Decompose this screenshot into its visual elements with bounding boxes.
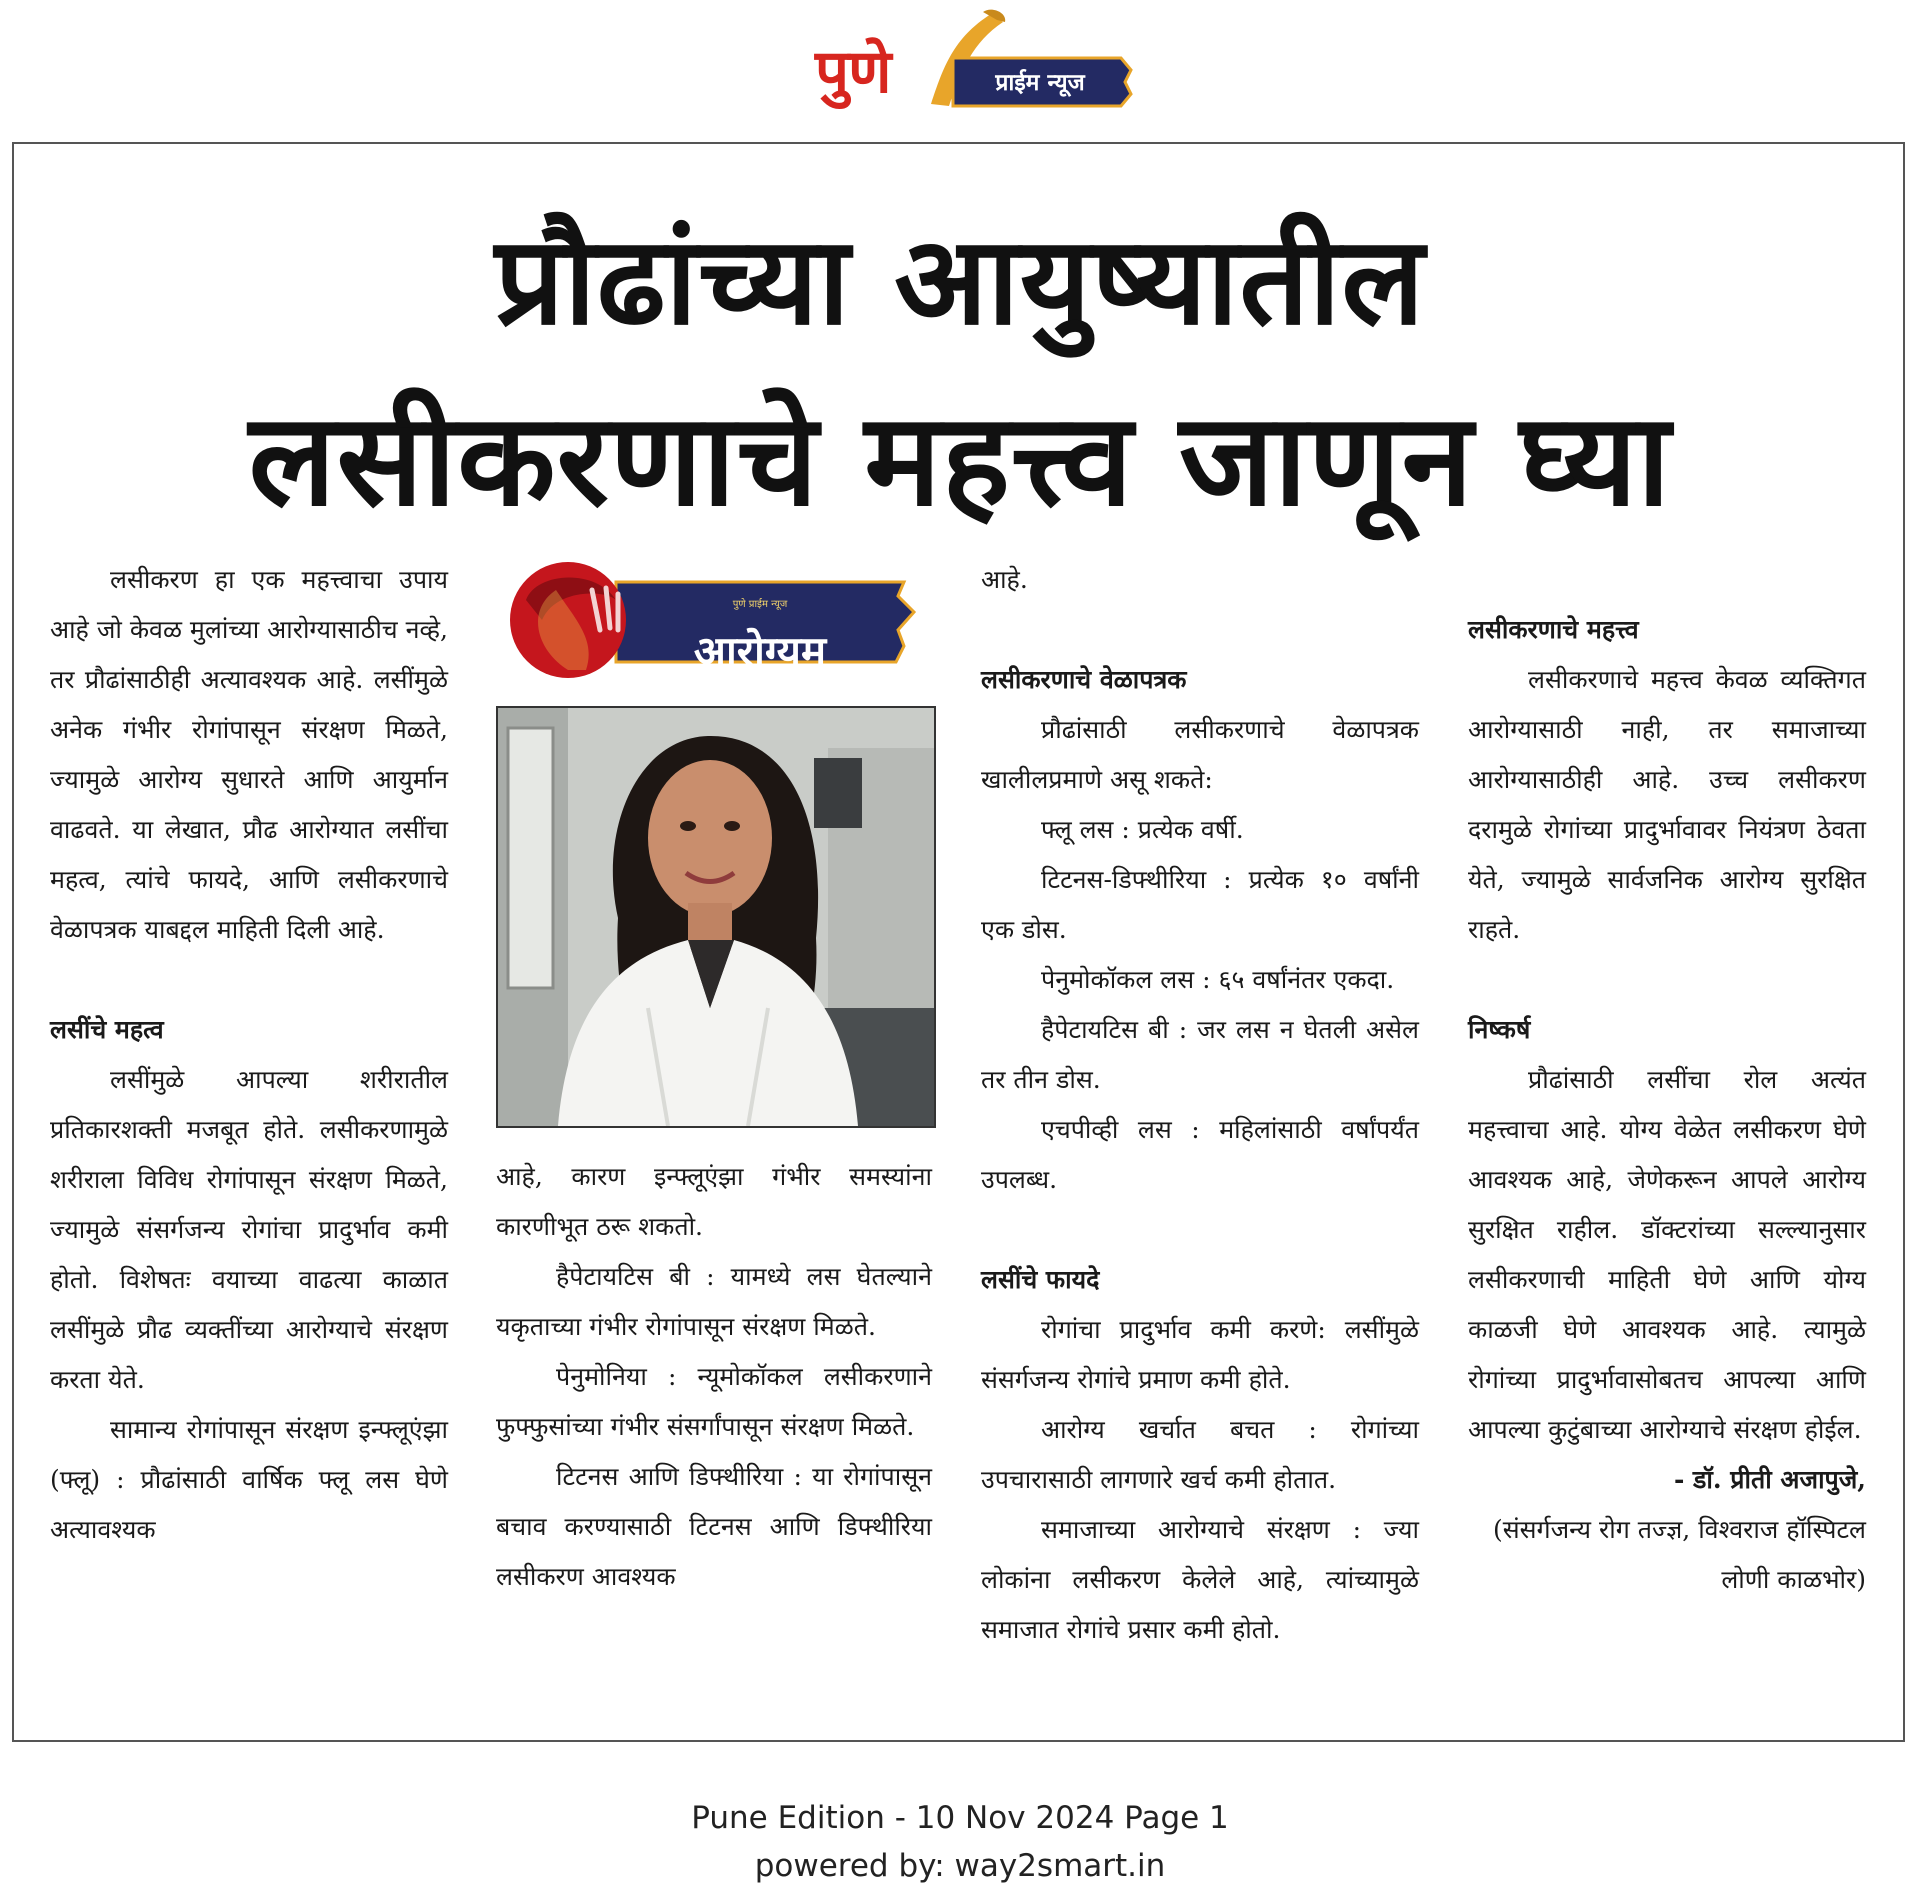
column-1 bbox=[50, 555, 448, 1555]
conclusion-paragraph: प्रौढांसाठी लसींचा रोल अत्यंत महत्त्वाचा आहे. योग्य वेळेत लसीकरण घेणे आवश्यक आहे, जेणेकरून आपले आरोग्य सुरक्षित राहील. डॉक्टरांच्या सल्ल्यानुसार लसीकरणाची माहिती घेणे आणि योग्य काळजी घेणे आवश्यक आहे. त्यामुळे रोगांच्या प्रादुर्भावासोबतच आपल्या आणि आपल्या कुटुंबाच्या आरोग्याचे संरक्षण होईल. bbox=[1468, 1065, 1866, 1444]
column-2 bbox=[496, 1152, 932, 1602]
schedule-flu: फ्लू लस : प्रत्येक वर्षी. bbox=[1041, 815, 1244, 844]
section-heading-schedule: लसीकरणाचे वेळापत्रक bbox=[981, 665, 1187, 694]
vaccination-importance-paragraph: लसीकरणाचे महत्त्व केवळ व्यक्तिगत आरोग्यासाठी नाही, तर समाजाच्या आरोग्यासाठीही आहे. उच्च लसीकरण दरामुळे रोगांच्या प्रादुर्भावावर नियंत्रण ठेवता येते, ज्यामुळे सार्वजनिक आरोग्य सुरक्षित राहते. bbox=[1468, 665, 1866, 944]
section-heading-benefits: लसींचे फायदे bbox=[981, 1265, 1100, 1294]
tetanus-continuation: आहे. bbox=[981, 565, 1028, 594]
benefit-community: समाजाच्या आरोग्याचे संरक्षण : ज्या लोकांना लसीकरण केलेले आहे, त्यांच्यामुळे समाजात रोगांचे प्रसार कमी होतो. bbox=[981, 1515, 1419, 1644]
edition-footer: Pune Edition - 10 Nov 2024 Page 1 bbox=[691, 1800, 1229, 1836]
section-heading-vaccination-importance: लसीकरणाचे महत्त्व bbox=[1468, 615, 1639, 644]
schedule-hpv: एचपीव्ही लस : महिलांसाठी वर्षांपर्यंत उपलब्ध. bbox=[981, 1115, 1419, 1194]
schedule-pneumococcal: पेनुमोकॉकल लस : ६५ वर्षांनंतर एकदा. bbox=[1041, 965, 1395, 994]
author-name: - डॉ. प्रीती अजापुजे, bbox=[1673, 1465, 1866, 1494]
benefit-cost-saving: आरोग्य खर्चात बचत : रोगांच्या उपचारासाठी लागणारे खर्च कमी होतात. bbox=[981, 1415, 1419, 1494]
doctor-portrait-image bbox=[498, 708, 934, 1126]
schedule-tetanus: टिटनस-डिफ्थीरिया : प्रत्येक १० वर्षांनी एक डोस. bbox=[981, 865, 1419, 944]
headline-line-1: प्रौढांच्या आयुष्यातील bbox=[494, 208, 1426, 352]
column-4 bbox=[1468, 605, 1866, 1605]
masthead-logo bbox=[815, 8, 1135, 118]
schedule-hepatitis: हैपेटायटिस बी : जर लस न घेतली असेल तर तीन डोस. bbox=[981, 1015, 1419, 1094]
doctor-photo bbox=[496, 706, 936, 1128]
pneumonia-paragraph: पेनुमोनिया : न्यूमोकॉकल लसीकरणाने फुफ्फुसांच्या गंभीर संसर्गांपासून संरक्षण मिळते. bbox=[496, 1362, 932, 1441]
benefit-reduce-disease: रोगांचा प्रादुर्भाव कमी करणे: लसींमुळे संसर्गजन्य रोगांचे प्रमाण कमी होते. bbox=[981, 1315, 1419, 1394]
author-affiliation: (संसर्गजन्य रोग तज्ज्ञ, विश्वराज हॉस्पिटल लोणी काळभोर) bbox=[1493, 1515, 1866, 1594]
section-heading-conclusion: निष्कर्ष bbox=[1468, 1015, 1531, 1044]
badge-label: आरोग्यम bbox=[693, 627, 827, 676]
section-heading-importance: लसींचे महत्व bbox=[50, 1015, 164, 1044]
logo-name-text: प्राईम न्यूज bbox=[995, 70, 1085, 96]
flu-continuation: आहे, कारण इन्फ्लूएंझा गंभीर समस्यांना कारणीभूत ठरू शकतो. bbox=[496, 1162, 932, 1241]
powered-by-footer: powered by: way2smart.in bbox=[754, 1848, 1166, 1884]
intro-paragraph: लसीकरण हा एक महत्त्वाचा उपाय आहे जो केवळ मुलांच्या आरोग्यासाठीच नव्हे, तर प्रौढांसाठीही अत्यावश्यक आहे. लसींमुळे अनेक गंभीर रोगांपासून संरक्षण मिळते, ज्यामुळे आरोग्य सुधारते आणि आयुर्मान वाढवते. या लेखात, प्रौढ आरोग्यात लसींचा महत्व, त्यांचे फायदे, आणि लसीकरणाचे वेळापत्रक याबद्दल माहिती दिली आहे. bbox=[50, 565, 448, 944]
headline-line-2: लसीकरणाचे महत्त्व जाणून घ्या bbox=[248, 385, 1672, 535]
importance-paragraph: लसींमुळे आपल्या शरीरातील प्रतिकारशक्ती मजबूत होते. लसीकरणामुळे शरीराला विविध रोगांपासून संरक्षण मिळते, ज्यामुळे संसर्गजन्य रोगांचा प्रादुर्भाव कमी होतो. विशेषतः वयाच्या वाढत्या काळात लसींमुळे प्रौढ व्यक्तींच्या आरोग्याचे संरक्षण करता येते. bbox=[50, 1065, 448, 1394]
logo-city-text: पुणे bbox=[815, 37, 891, 107]
protection-paragraph: सामान्य रोगांपासून संरक्षण इन्फ्लूएंझा (फ्लू) : प्रौढांसाठी वार्षिक फ्लू लस घेणे अत्यावश्यक bbox=[50, 1415, 448, 1544]
hepatitis-paragraph: हैपेटायटिस बी : यामध्ये लस घेतल्याने यकृताच्या गंभीर रोगांपासून संरक्षण मिळते. bbox=[496, 1262, 932, 1341]
column-3 bbox=[981, 555, 1419, 1655]
tetanus-paragraph: टिटनस आणि डिफ्थीरिया : या रोगांपासून बचाव करण्यासाठी टिटनस आणि डिफ्थीरिया लसीकरण आवश्यक bbox=[496, 1462, 932, 1591]
schedule-intro: प्रौढांसाठी लसीकरणाचे वेळापत्रक खालीलप्रमाणे असू शकते: bbox=[981, 715, 1419, 794]
badge-brand-text: पुणे प्राईम न्यूज bbox=[732, 599, 788, 610]
